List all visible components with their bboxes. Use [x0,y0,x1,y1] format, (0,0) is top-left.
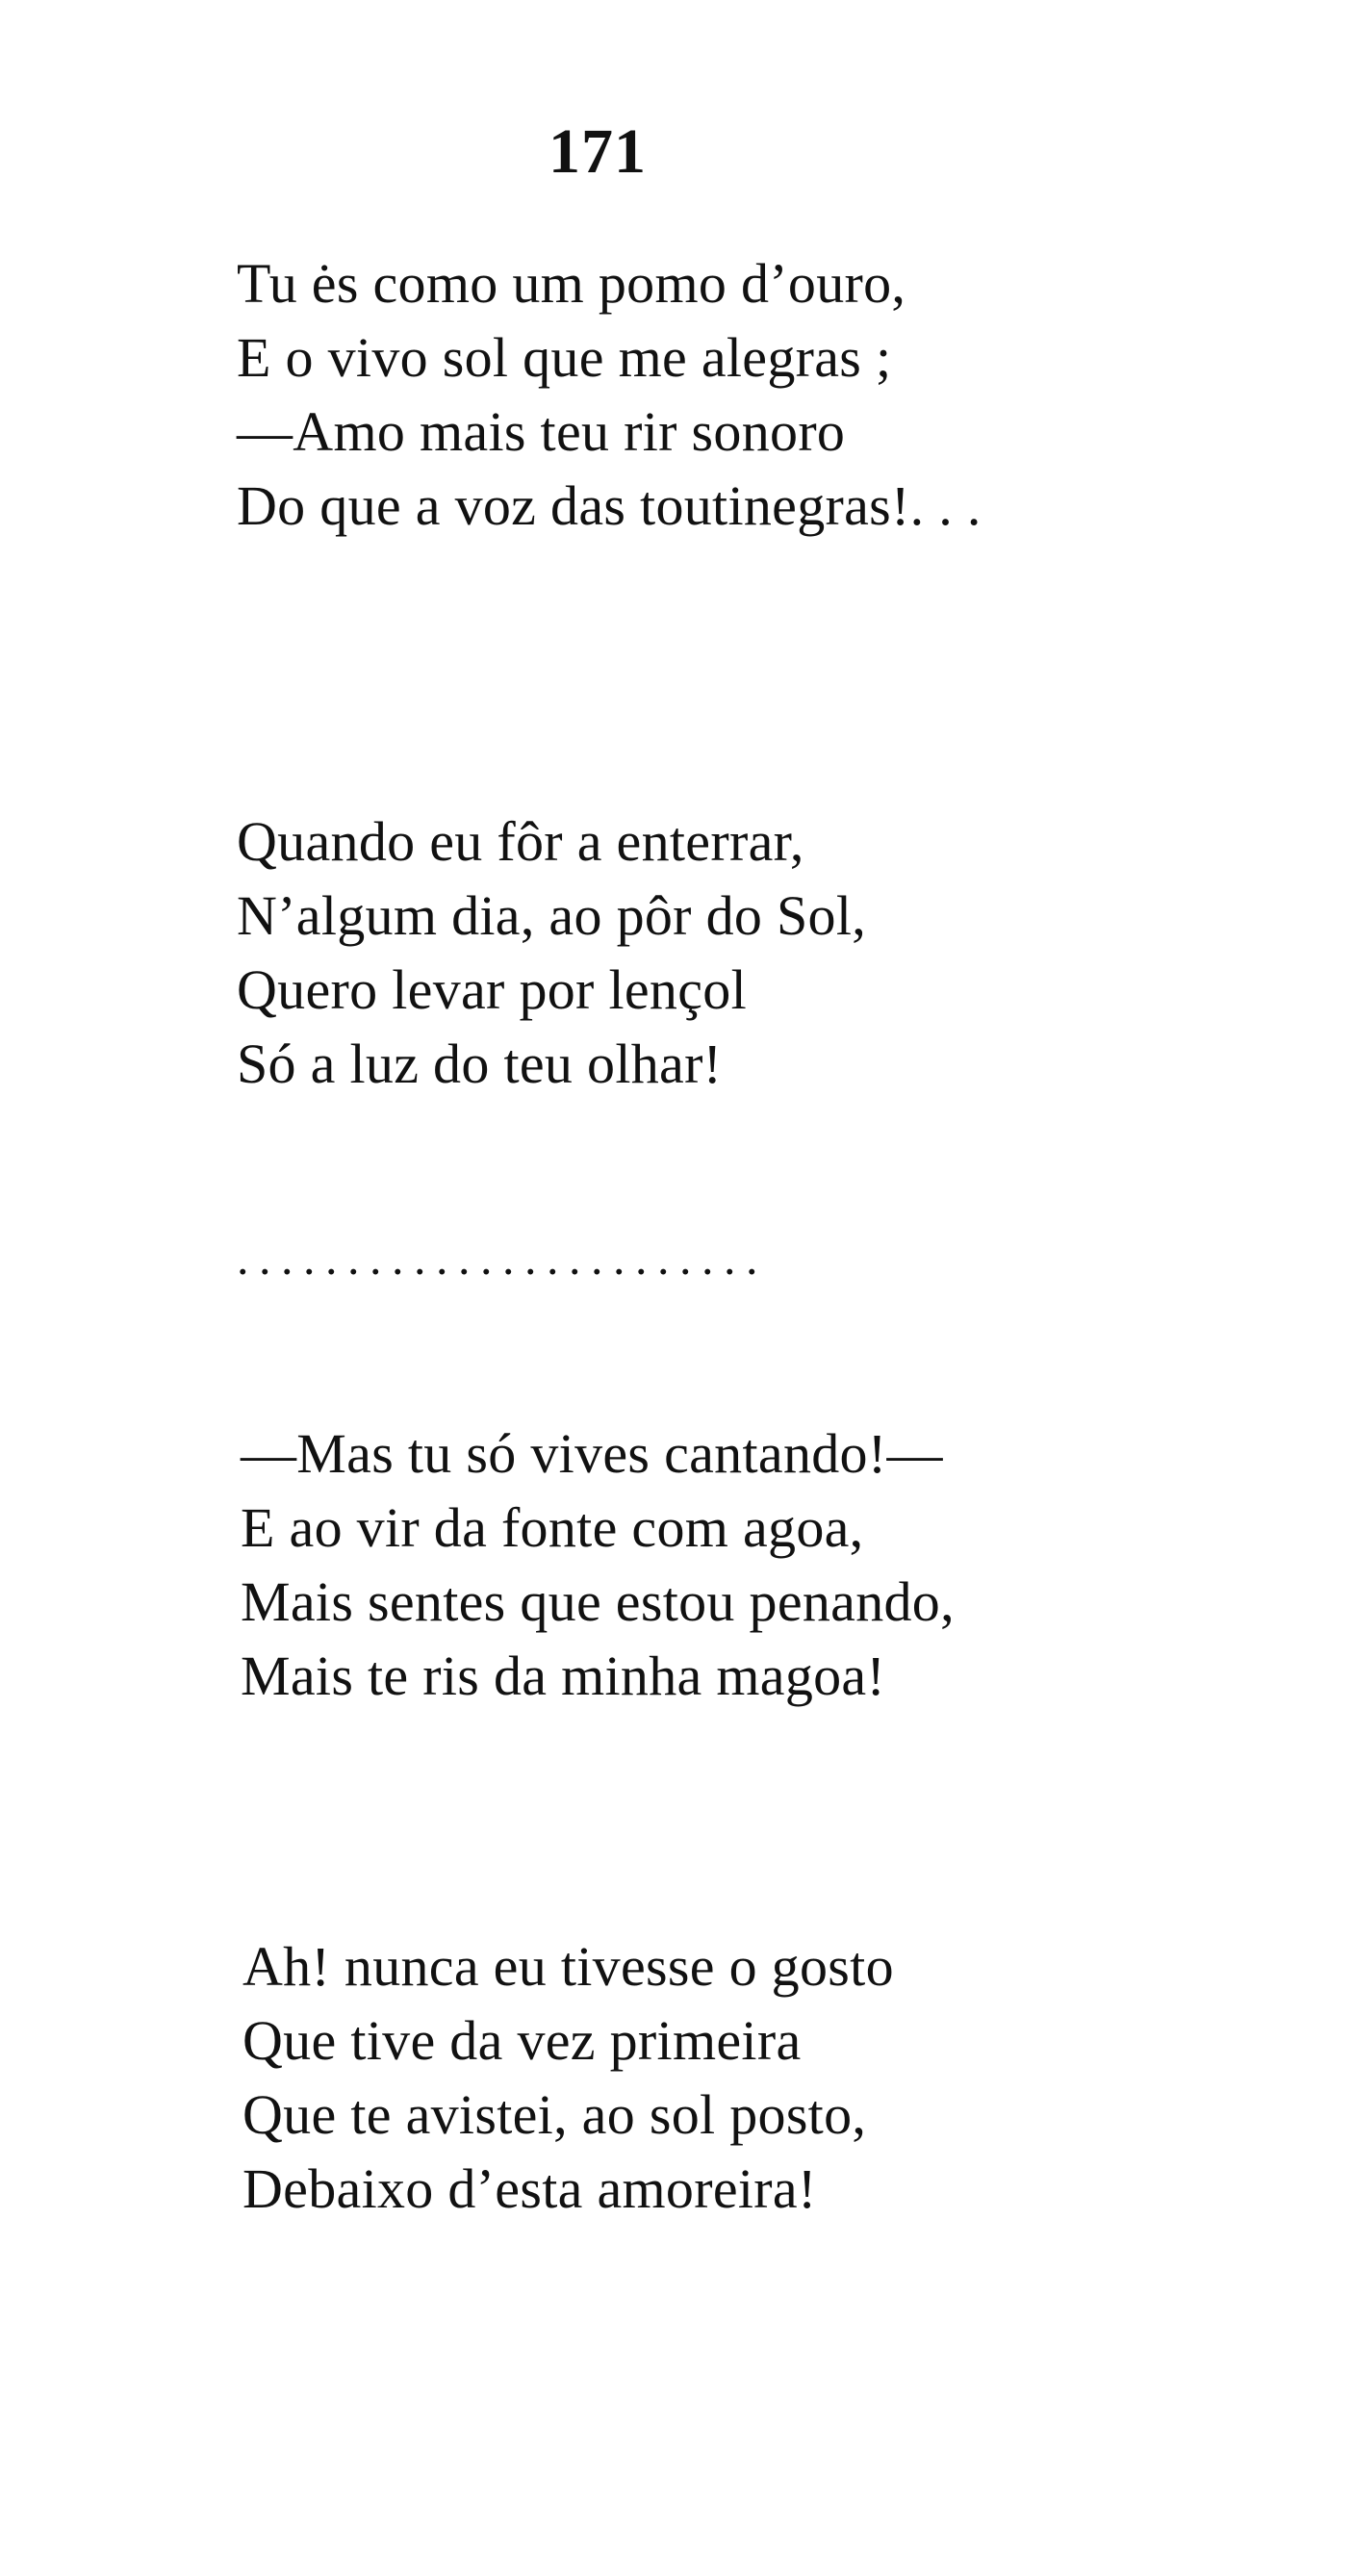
verse-line: Mais sentes que estou penando, [241,1570,955,1633]
dotted-separator: ........................ [237,1231,768,1285]
verse-line: Que tive da vez primeira [242,2009,802,2072]
verse-line: Tu ės como um pomo d’ouro, [237,252,906,315]
stanza-3 [241,1416,955,1713]
page-number: 171 [548,116,647,187]
verse-line: Quando eu fôr a enterrar, [237,810,804,873]
verse-line: Ah! nunca eu tivesse o gosto [242,1935,894,1998]
stanza-4 [242,1929,894,2226]
verse-line: Mais te ris da minha magoa! [241,1645,886,1707]
stanza-1 [237,246,982,543]
verse-line: N’algum dia, ao pôr do Sol, [237,884,867,947]
verse-line: Debaixo d’esta amoreira! [242,2157,817,2220]
verse-line: Quero levar por lençol [237,958,747,1021]
verse-line: —Mas tu só vives cantando!— [241,1422,943,1485]
verse-line: E ao vir da fonte com agoa, [241,1496,864,1559]
stanza-2 [237,804,866,1101]
verse-line: —Amo mais teu rir sonoro [237,400,846,463]
verse-line: E o vivo sol que me alegras ; [237,326,892,389]
verse-line: Que te avistei, ao sol posto, [242,2083,867,2146]
verse-line: Do que a voz das toutinegras!. . . [237,474,982,537]
verse-line: Só a luz do teu olhar! [237,1033,723,1095]
